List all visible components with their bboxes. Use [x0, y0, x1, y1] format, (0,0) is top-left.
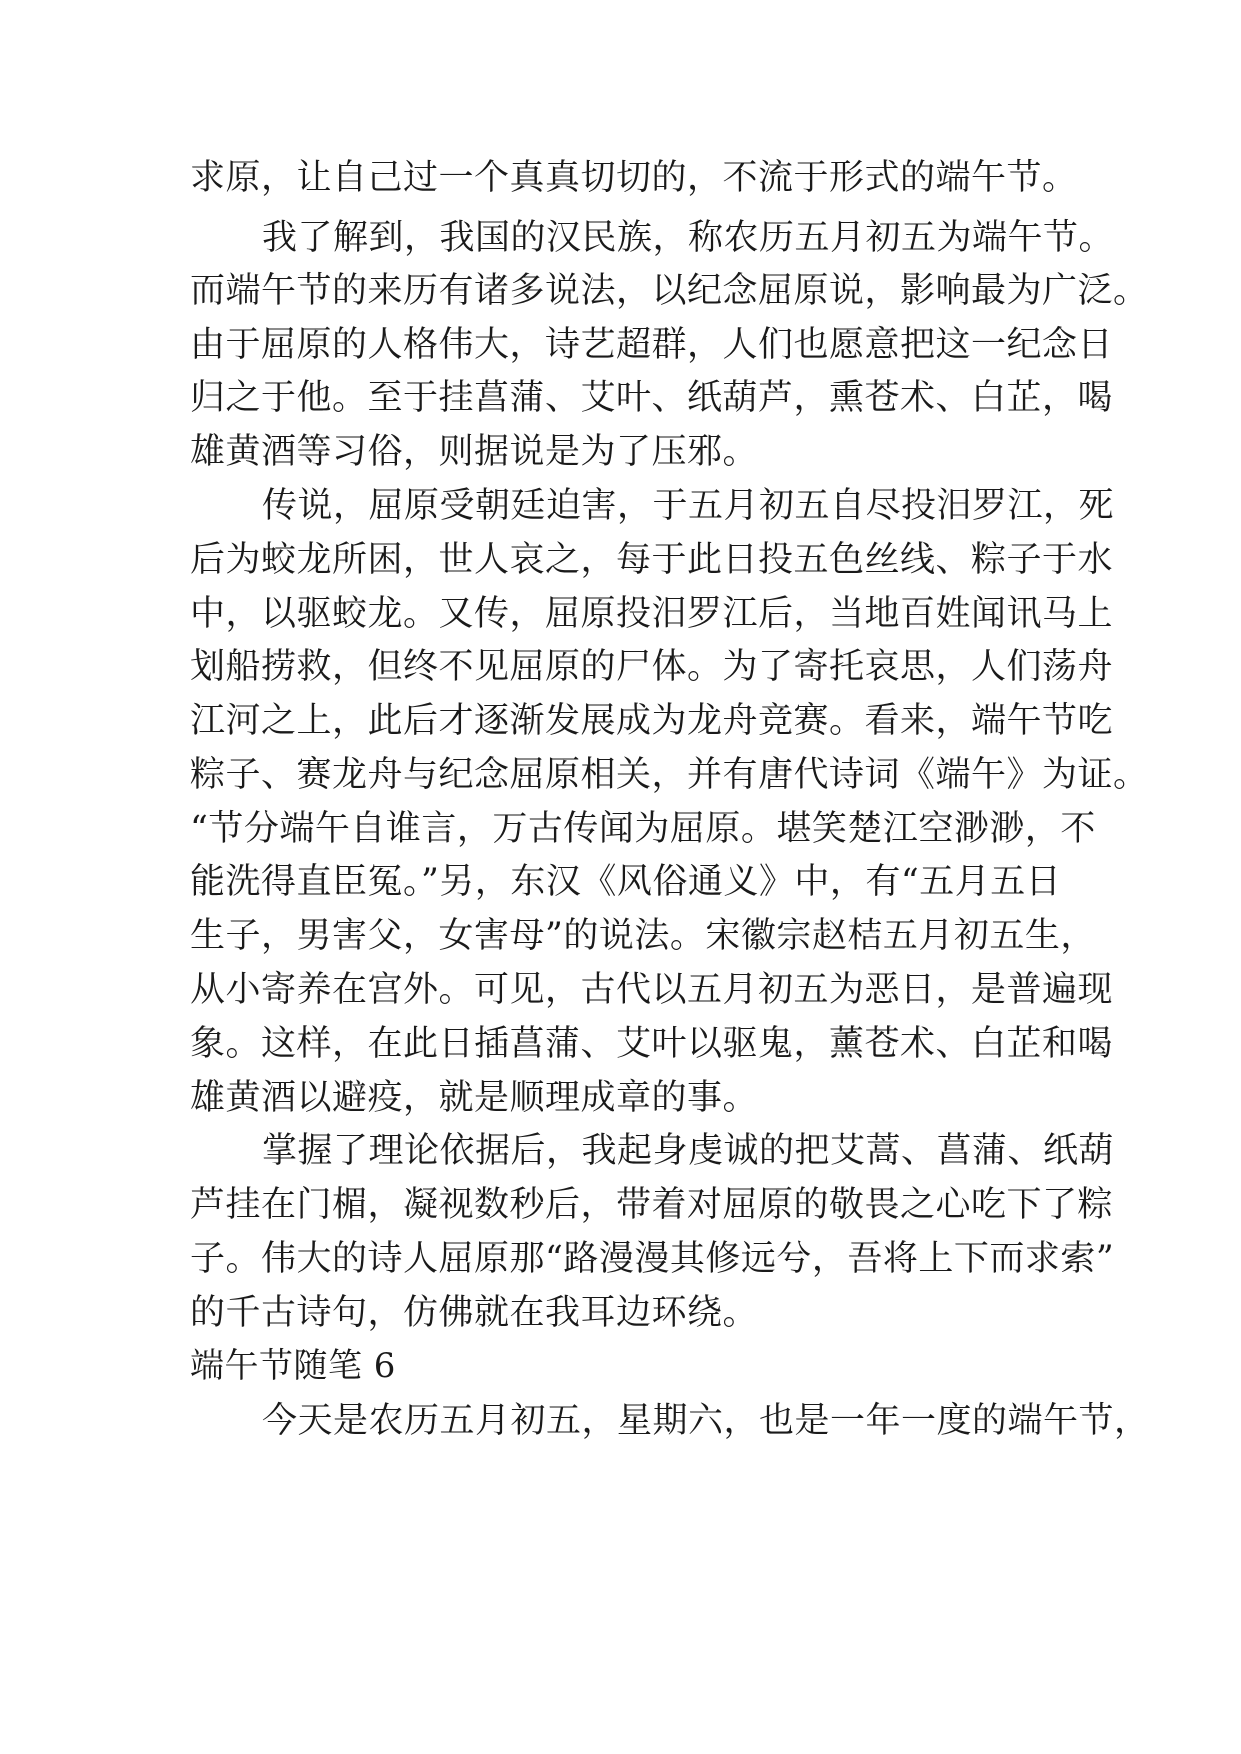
paragraph-line: 能洗得直臣冤。”另，东汉《风俗通义》中，有“五月五日	[190, 862, 1062, 902]
paragraph-line: 芦挂在门楣，凝视数秒后，带着对屈原的敬畏之心吃下了粽	[190, 1185, 1114, 1225]
paragraph-line: 求原，让自己过一个真真切切的，不流于形式的端午节。	[190, 158, 1078, 198]
paragraph-line: 象。这样，在此日插菖蒲、艾叶以驱鬼，薰苍术、白芷和喝	[190, 1024, 1114, 1064]
paragraph-line: 后为蛟龙所困，世人哀之，每于此日投五色丝线、粽子于水	[190, 540, 1114, 580]
paragraph-line: 生子，男害父，女害母”的说法。宋徽宗赵桔五月初五生，	[190, 916, 1096, 956]
paragraph-line: 今天是农历五月初五，星期六，也是一年一度的端午节，	[262, 1401, 1150, 1441]
paragraph-line: 雄黄酒等习俗，则据说是为了压邪。	[190, 432, 759, 472]
paragraph-line: 掌握了理论依据后，我起身虔诚的把艾蒿、菖蒲、纸葫	[262, 1131, 1115, 1171]
paragraph-line: 子。伟大的诗人屈原那“路漫漫其修远兮，吾将上下而求索”	[190, 1239, 1115, 1279]
paragraph-line: 我了解到，我国的汉民族，称农历五月初五为端午节。	[262, 218, 1115, 258]
paragraph-line: 归之于他。至于挂菖蒲、艾叶、纸葫芦，熏苍术、白芷，喝	[190, 378, 1114, 418]
paragraph-line: “节分端午自谁言，万古传闻为屈原。堪笑楚江空渺渺，不	[190, 809, 1096, 849]
paragraph-line: 中，以驱蛟龙。又传，屈原投汨罗江后，当地百姓闻讯马上	[190, 594, 1114, 634]
paragraph-line: 传说，屈原受朝廷迫害，于五月初五自尽投汨罗江，死	[262, 486, 1115, 526]
paragraph-line: 江河之上，此后才逐渐发展成为龙舟竞赛。看来，端午节吃	[190, 701, 1114, 741]
paragraph-line: 的千古诗句，仿佛就在我耳边环绕。	[190, 1293, 759, 1333]
paragraph-line: 由于屈原的人格伟大，诗艺超群，人们也愿意把这一纪念日	[190, 325, 1114, 365]
paragraph-line: 雄黄酒以避疫，就是顺理成章的事。	[190, 1078, 759, 1118]
paragraph-line: 而端午节的来历有诸多说法，以纪念屈原说，影响最为广泛。	[190, 271, 1149, 311]
paragraph-line: 从小寄养在宫外。可见，古代以五月初五为恶日，是普遍现	[190, 970, 1114, 1010]
section-heading: 端午节随笔 6	[190, 1346, 396, 1386]
paragraph-line: 粽子、赛龙舟与纪念屈原相关，并有唐代诗词《端午》为证。	[190, 755, 1149, 795]
paragraph-line: 划船捞救，但终不见屈原的尸体。为了寄托哀思，人们荡舟	[190, 647, 1114, 687]
